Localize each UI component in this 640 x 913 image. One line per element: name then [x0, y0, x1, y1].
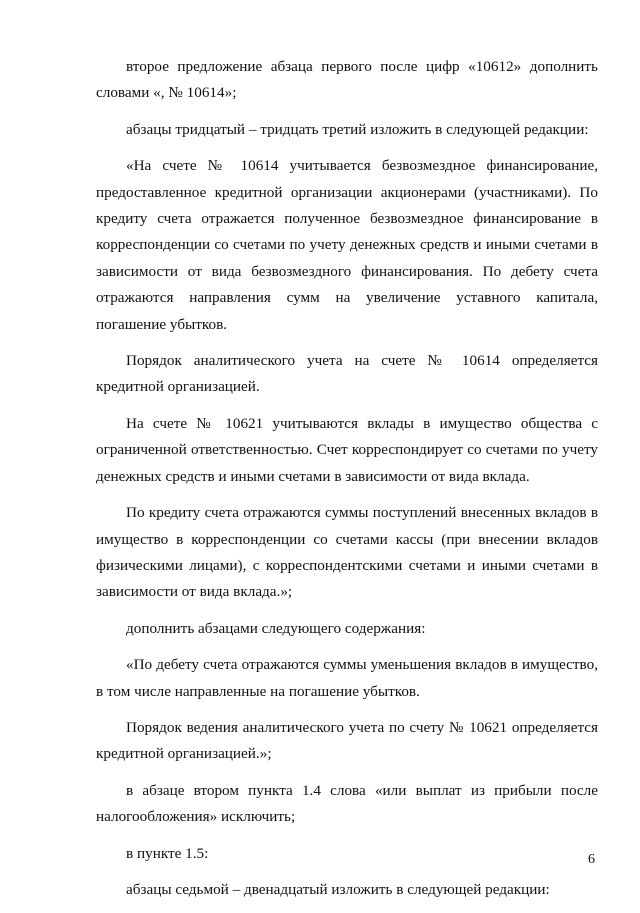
page-number: 6 [588, 852, 595, 867]
paragraph-2: абзацы тридцатый – тридцать третий изложить в следующей редакции: [126, 120, 589, 138]
paragraph-4: Порядок аналитического учета на счете № 10614 определяется кредитной организацией. [96, 352, 598, 396]
paragraph-11: в пункте 1.5: [126, 844, 209, 862]
paragraph-9: Порядок ведения аналитического учета по счету № 10621 определяется кредитной организацией.»; [96, 718, 598, 763]
paragraph-12: абзацы седьмой – двенадцатый изложить в следующей редакции: [126, 880, 550, 898]
paragraph-8: «По дебету счета отражаются суммы уменьшения вкладов в имущество, в том числе направленные на погашение убытков. [96, 656, 598, 700]
document-body [96, 54, 598, 913]
paragraph-6: По кредиту счета отражаются суммы поступлений внесенных вкладов в имущество в корреспонденции со счетами кассы (при внесении вкладов физическими лицами), с корреспондентскими счетами и иными счетами в зависимости от вида вклада.»; [96, 504, 598, 601]
paragraph-1: второе предложение абзаца первого после цифр «10612» дополнить словами «, № 10614»; [96, 58, 598, 102]
paragraph-5: На счете № 10621 учитываются вклады в имущество общества с ограниченной ответственностью. Счет корреспондирует со счетами по учету денежных средств и иными счетами в зависимости от вида вклада. [96, 414, 598, 485]
paragraph-7: дополнить абзацами следующего содержания: [126, 619, 426, 637]
paragraph-3: «На счете № 10614 учитывается безвозмездное финансирование, предоставленное кредитной организации акционерами (участниками). По кредиту счета отражается полученное безвозмездное финансирование в корреспонденции со счетами по учету денежных средств и иными счетами в зависимости от вида безвозмездного финансирования. По дебету счета отражаются направления сумм на увеличение уставного капитала, погашение убытков. [96, 157, 598, 333]
paragraph-10: в абзаце втором пункта 1.4 слова «или выплат из прибыли после налогообложения» исключить; [96, 781, 598, 826]
